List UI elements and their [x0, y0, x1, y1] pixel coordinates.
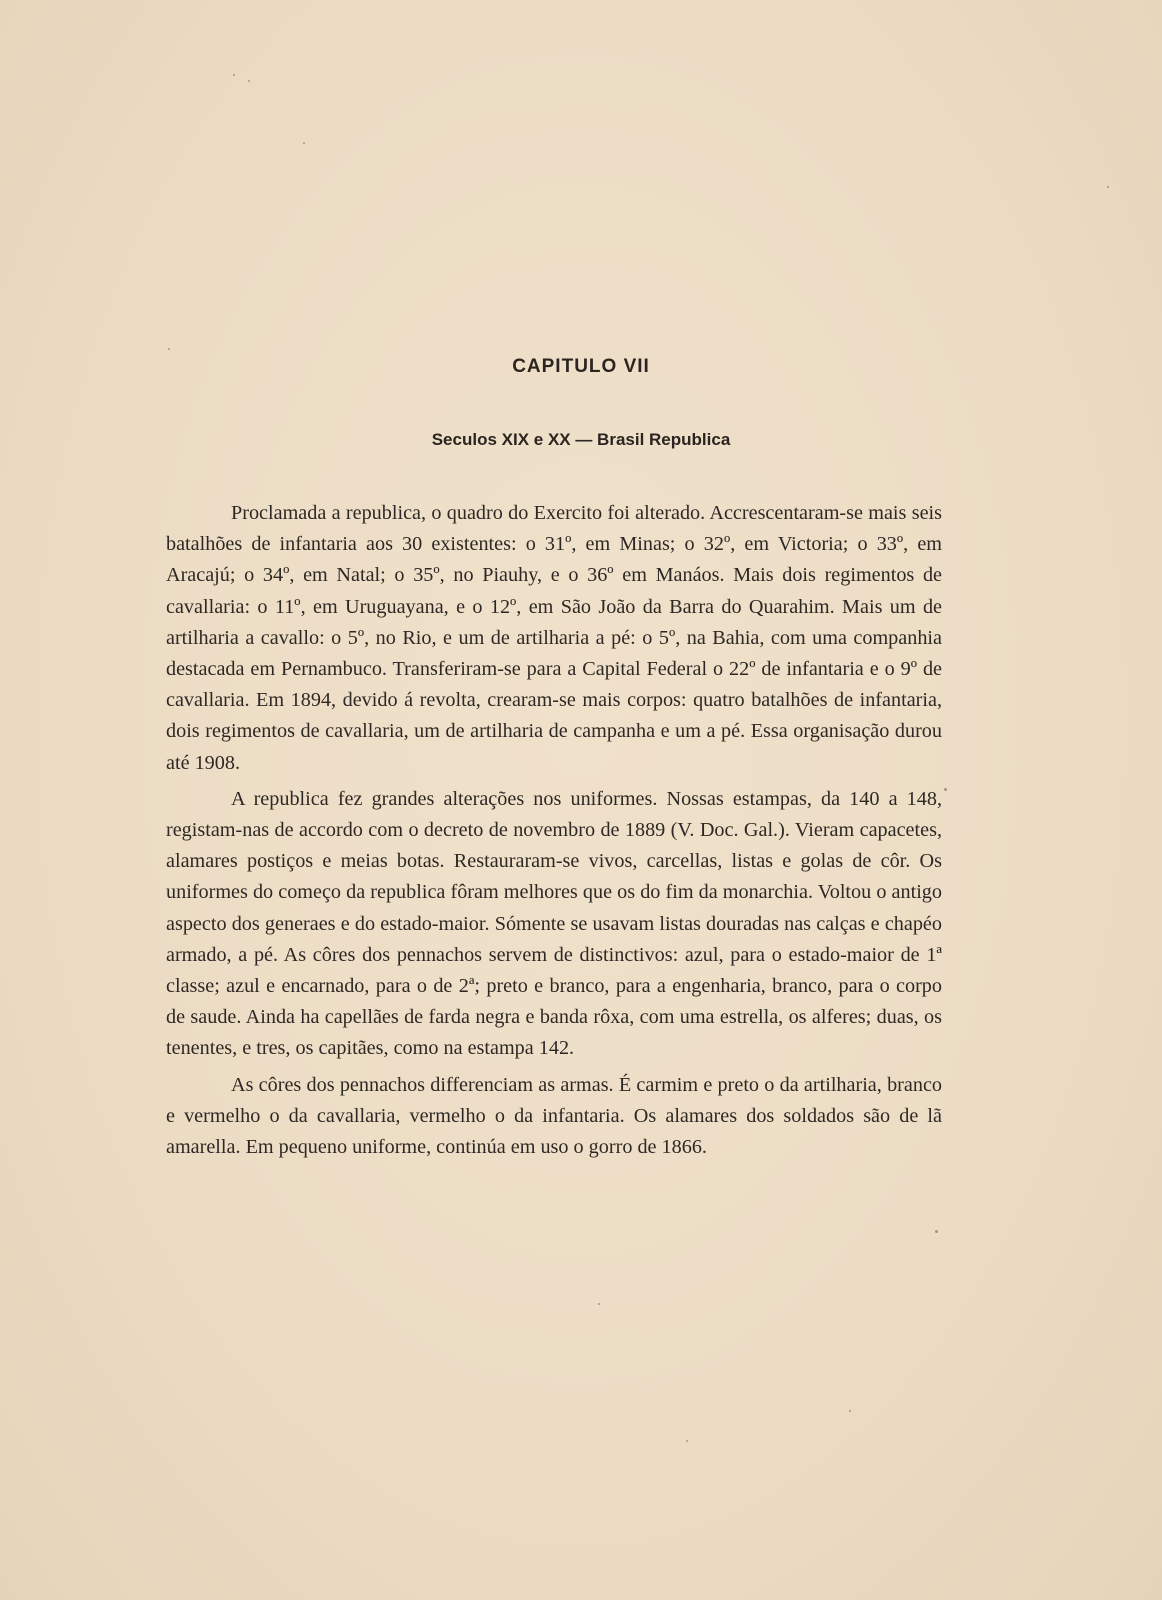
paper-speck — [303, 142, 305, 144]
chapter-title: CAPITULO VII — [512, 356, 650, 377]
paper-speck — [248, 80, 250, 82]
paper-speck — [233, 74, 235, 76]
paper-speck — [849, 1410, 851, 1412]
paper-speck — [944, 788, 947, 791]
chapter-subtitle: Seculos XIX e XX — Brasil Republica — [431, 430, 731, 449]
paragraph: As côres dos pennachos differenciam as armas. É carmim e preto o da artilharia, branco e vermelho o da cavallaria, vermelho o da infantaria. Os alamares dos soldados são de lã amarella. Em pequeno uniforme, continúa em uso o gorro de 1866. — [166, 1073, 942, 1159]
paper-speck — [1107, 186, 1109, 188]
paper-speck — [598, 1303, 600, 1305]
paragraph: A republica fez grandes alterações nos uniformes. Nossas estampas, da 140 a 148, registam-nas de accordo com o decreto de novembro de 1889 (V. Doc. Gal.). Vieram capacetes, alamares postiços e meias botas. Restauraram-se vivos, carcellas, listas e golas de côr. Os uniformes do começo da republica fôram melhores que os do fim da monarchia. Voltou o antigo aspecto dos generaes e do estado-maior. Sómente se usavam listas douradas nas calças e chapéo armado, a pé. As côres dos pennachos servem de distinctivos: azul, para o estado-maior de 1ª classe; azul e encarnado, para o de 2ª; preto e branco, para a engenharia, branco, para o corpo de saude. Ainda ha capellães de farda negra e banda rôxa, com uma estrella, os alferes; duas, os tenentes, e tres, os capitães, como na estampa 142. — [166, 787, 942, 1060]
body-text — [166, 498, 942, 1163]
paragraph: Proclamada a republica, o quadro do Exercito foi alterado. Accrescentaram-se mais seis batalhões de infantaria aos 30 existentes: o 31º, em Minas; o 32º, em Victoria; o 33º, em Aracajú; o 34º, em Natal; o 35º, no Piauhy, e o 36º em Manáos. Mais dois regimentos de cavallaria: o 11º, em Uruguayana, e o 12º, em São João da Barra do Quarahim. Mais um de artilharia a cavallo: o 5º, no Rio, e um de artilharia a pé: o 5º, na Bahia, com uma companhia destacada em Pernambuco. Transferiram-se para a Capital Federal o 22º de infantaria e o 9º de cavallaria. Em 1894, devido á revolta, crearam-se mais corpos: quatro batalhões de infantaria, dois regimentos de cavallaria, um de artilharia de campanha e um a pé. Essa organisação durou até 1908. — [166, 502, 942, 774]
paper-speck — [168, 348, 170, 350]
paper-speck — [935, 1230, 938, 1233]
paper-speck — [686, 1440, 688, 1442]
